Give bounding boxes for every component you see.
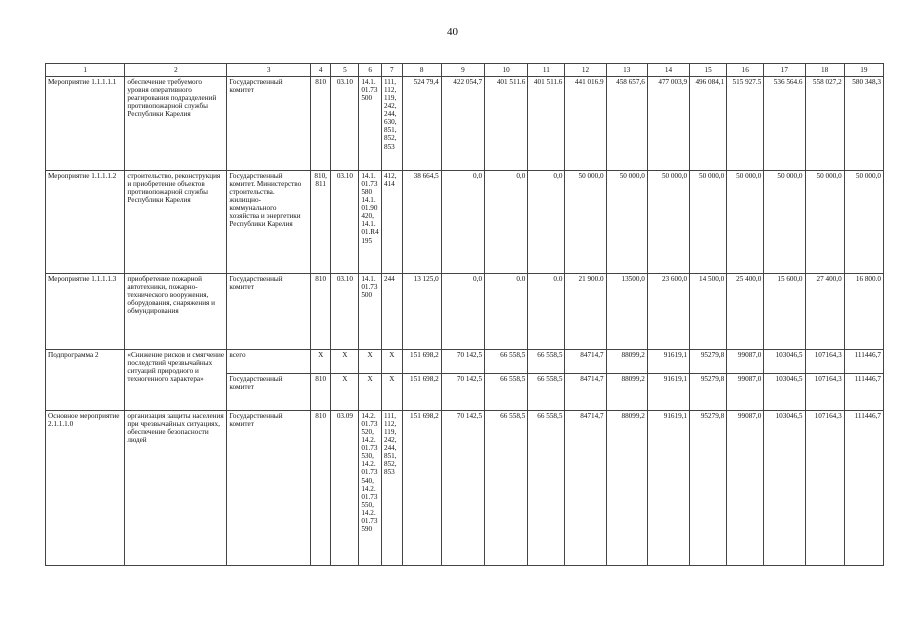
value-cell: 66 558,5 [485,411,528,566]
header-cell: 17 [764,64,805,77]
value-cell: 107164,3 [805,411,844,566]
value-cell: 66 558,5 [485,350,528,374]
cell-vr: 111, 112, 119, 242, 244, 851, 852, 853 [381,411,402,566]
header-cell: 9 [441,64,484,77]
responsible-body: Государственный комитет. Министерство строительства. жилищно-коммунального хозяйства и энергетики Республики Карелия [227,171,310,274]
header-cell: 10 [485,64,528,77]
measure-name: Мероприятие 1.1.1.1.1 [46,77,125,171]
measure-description: организация защиты населения при чрезвычайных ситуациях, обеспечение безопасности людей [125,411,227,566]
table-row [46,171,884,274]
value-cell: 151 698,2 [402,411,441,566]
value-cell: 14 500,0 [690,274,727,350]
value-cell: 50 000,0 [647,171,689,274]
value-cell: 95279,8 [690,350,727,374]
value-cell: 70 142,5 [441,350,484,374]
value-cell: 515 927.5 [727,77,764,171]
value-cell: 441 016.9 [565,77,606,171]
cell-vr: 244 [381,274,402,350]
cell-grbs: 810 [310,77,331,171]
value-cell: 91619,1 [647,411,689,566]
value-cell: 458 657,6 [606,77,647,171]
value-cell: 50 000,0 [805,171,844,274]
value-cell: 38 664,5 [402,171,441,274]
value-cell: 99087,0 [727,411,764,566]
cell-csr: 14.2.01.73520, 14.2.01.73530, 14.2.01.73540, 14.2.01.73550, 14.2.01.73590 [359,411,382,566]
value-cell: 84714,7 [565,350,606,374]
value-cell: 66 558,5 [528,350,565,374]
cell-csr: 14.1.01.73500 [359,274,382,350]
responsible-body: Государственный комитет [227,77,310,171]
value-cell: 50 000,0 [764,171,805,274]
cell-grbs: 810 [310,374,331,411]
measure-name: Мероприятие 1.1.1.1.2 [46,171,125,274]
subprogram-name: Подпрограмма 2 [46,350,125,411]
measure-description: строительство, реконструкция и приобретение объектов противопожарной службы Республики Карелия [125,171,227,274]
value-cell: 103046,5 [764,411,805,566]
cell-rzpr: 03.10 [331,77,359,171]
value-cell: 0.0 [528,274,565,350]
header-cell: 15 [690,64,727,77]
header-cell: 12 [565,64,606,77]
value-cell: 84714,7 [565,374,606,411]
value-cell: 50 000,0 [727,171,764,274]
cell-vr: 412, 414 [381,171,402,274]
value-cell: 111446,7 [844,374,883,411]
cell-csr: 14.1.01.73580 14.1.01.90420, 14.1.01.R4195 [359,171,382,274]
cell-grbs: 810 [310,411,331,566]
cell-csr: 14.1.01.73500 [359,77,382,171]
cell-rzpr: X [331,350,359,374]
value-cell: 536 564.6 [764,77,805,171]
header-cell: 3 [227,64,310,77]
cell-csr: X [359,350,382,374]
cell-grbs: 810, 811 [310,171,331,274]
value-cell: 524 79,4 [402,77,441,171]
value-cell: 88099,2 [606,350,647,374]
subprogram-description: «Снижение рисков и смягчение последствий чрезвычайных ситуаций природного и техногенного характера» [125,350,227,411]
budget-table [45,63,884,566]
value-cell: 66 558,5 [528,411,565,566]
value-cell: 558 027,2 [805,77,844,171]
header-cell: 18 [805,64,844,77]
value-cell: 84714,7 [565,411,606,566]
header-row [46,64,884,77]
value-cell: 401 511.6 [485,77,528,171]
header-cell: 13 [606,64,647,77]
value-cell: 103046,5 [764,350,805,374]
header-cell: 16 [727,64,764,77]
header-cell: 8 [402,64,441,77]
value-cell: 70 142,5 [441,374,484,411]
value-cell: 27 400,0 [805,274,844,350]
value-cell: 88099,2 [606,411,647,566]
value-cell: 95279,8 [690,411,727,566]
value-cell: 422 054,7 [441,77,484,171]
cell-vr: 111, 112, 119, 242, 244, 630, 851, 852, 853 [381,77,402,171]
value-cell: 66 558,5 [485,374,528,411]
value-cell: 107164,3 [805,350,844,374]
cell-rzpr: 03.10 [331,274,359,350]
value-cell: 13 125,0 [402,274,441,350]
value-cell: 25 400,0 [727,274,764,350]
table-row [46,411,884,566]
responsible-body: Государственный комитет [227,374,310,411]
value-cell: 91619,1 [647,350,689,374]
value-cell: 0,0 [485,171,528,274]
header-cell: 7 [381,64,402,77]
value-cell: 70 142,5 [441,411,484,566]
value-cell: 50 000,0 [565,171,606,274]
value-cell: 111446,7 [844,350,883,374]
value-cell: 99087,0 [727,374,764,411]
value-cell: 151 698,2 [402,350,441,374]
measure-description: приобретение пожарной автотехники, пожарно-технического вооружения, оборудования, снаряжения и обмундирования [125,274,227,350]
value-cell: 13500,0 [606,274,647,350]
value-cell: 401 511.6 [528,77,565,171]
responsible-body: всего [227,350,310,374]
value-cell: 477 003,9 [647,77,689,171]
value-cell: 50 000,0 [690,171,727,274]
header-cell: 19 [844,64,883,77]
header-cell: 1 [46,64,125,77]
value-cell: 91619,1 [647,374,689,411]
value-cell: 50 000,0 [844,171,883,274]
value-cell: 0,0 [441,171,484,274]
table-row [46,77,884,171]
measure-description: обеспечение требуемого уровня оперативного реагирования подразделений противопожарной службы Республики Карелия [125,77,227,171]
header-cell: 14 [647,64,689,77]
header-cell: 2 [125,64,227,77]
value-cell: 0.0 [485,274,528,350]
cell-rzpr: X [331,374,359,411]
value-cell: 23 600,0 [647,274,689,350]
responsible-body: Государственный комитет [227,411,310,566]
cell-grbs: X [310,350,331,374]
value-cell: 0,0 [528,171,565,274]
table-row [46,274,884,350]
cell-grbs: 810 [310,274,331,350]
value-cell: 99087,0 [727,350,764,374]
responsible-body: Государственный комитет [227,274,310,350]
value-cell: 111446,7 [844,411,883,566]
value-cell: 88099,2 [606,374,647,411]
header-cell: 6 [359,64,382,77]
measure-name: Мероприятие 1.1.1.1.3 [46,274,125,350]
value-cell: 151 698,2 [402,374,441,411]
value-cell: 95279,8 [690,374,727,411]
value-cell: 496 084,1 [690,77,727,171]
cell-vr: X [381,374,402,411]
cell-csr: X [359,374,382,411]
value-cell: 15 600,0 [764,274,805,350]
cell-rzpr: 03.10 [331,171,359,274]
value-cell: 50 000,0 [606,171,647,274]
cell-rzpr: 03.09 [331,411,359,566]
header-cell: 5 [331,64,359,77]
value-cell: 0,0 [441,274,484,350]
value-cell: 16 800.0 [844,274,883,350]
value-cell: 66 558,5 [528,374,565,411]
page-number: 40 [447,26,458,38]
table-row [46,350,884,374]
value-cell: 21 900.0 [565,274,606,350]
measure-name: Основное мероприятие 2.1.1.1.0 [46,411,125,566]
header-cell: 4 [310,64,331,77]
value-cell: 580 348,3 [844,77,883,171]
value-cell: 107164,3 [805,374,844,411]
header-cell: 11 [528,64,565,77]
value-cell: 103046,5 [764,374,805,411]
cell-vr: X [381,350,402,374]
